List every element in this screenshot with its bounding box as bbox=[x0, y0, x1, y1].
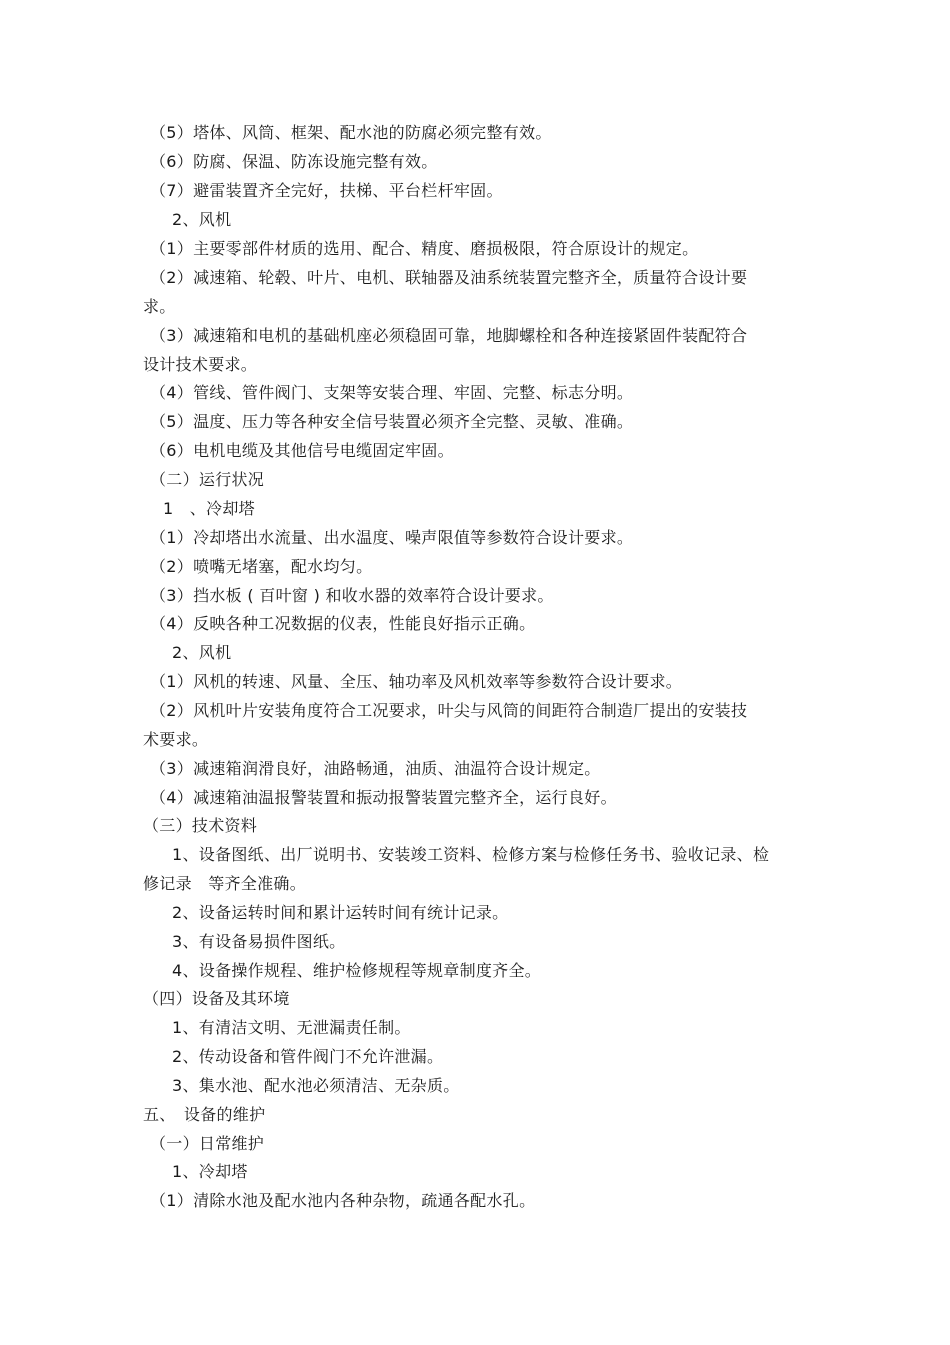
text-line: （7）避雷装置齐全完好，扶梯、平台栏杆牢固。 bbox=[150, 181, 503, 200]
section-heading: 2、风机 bbox=[172, 643, 232, 662]
section-heading: （三）技术资料 bbox=[143, 816, 258, 835]
text-line: （5）温度、压力等各种安全信号装置必须齐全完整、灵敏、准确。 bbox=[150, 412, 634, 431]
text-line: （4）管线、管件阀门、支架等安装合理、牢固、完整、标志分明。 bbox=[150, 383, 634, 402]
text-line: （3）挡水板 ( 百叶窗 ) 和收水器的效率符合设计要求。 bbox=[150, 586, 554, 605]
text-line: （4）减速箱油温报警装置和振动报警装置完整齐全，运行良好。 bbox=[150, 788, 617, 807]
text-line: 3、有设备易损件图纸。 bbox=[172, 932, 346, 951]
section-heading: 1、冷却塔 bbox=[172, 1162, 248, 1181]
text-line: （1）主要零部件材质的选用、配合、精度、磨损极限，符合原设计的规定。 bbox=[150, 239, 699, 258]
text-line: （3）减速箱润滑良好，油路畅通，油质、油温符合设计规定。 bbox=[150, 759, 601, 778]
section-heading: （四）设备及其环境 bbox=[143, 989, 290, 1008]
section-heading: 2、风机 bbox=[172, 210, 232, 229]
text-line: 3、集水池、配水池必须清洁、无杂质。 bbox=[172, 1076, 460, 1095]
text-line: （1）冷却塔出水流量、出水温度、噪声限值等参数符合设计要求。 bbox=[150, 528, 634, 547]
text-line: （2）喷嘴无堵塞，配水均匀。 bbox=[150, 557, 373, 576]
text-line: 2、设备运转时间和累计运转时间有统计记录。 bbox=[172, 903, 509, 922]
text-line: （6）防腐、保温、防冻设施完整有效。 bbox=[150, 152, 438, 171]
text-line: （6）电机电缆及其他信号电缆固定牢固。 bbox=[150, 441, 454, 460]
text-line: 1、设备图纸、出厂说明书、安装竣工资料、检修方案与检修任务书、验收记录、检 bbox=[172, 845, 770, 864]
text-line-continuation: 修记录 等齐全准确。 bbox=[143, 874, 307, 893]
text-line: 4、设备操作规程、维护检修规程等规章制度齐全。 bbox=[172, 961, 542, 980]
text-line: （4）反映各种工况数据的仪表，性能良好指示正确。 bbox=[150, 614, 536, 633]
text-line: 2、传动设备和管件阀门不允许泄漏。 bbox=[172, 1047, 444, 1066]
text-line: （1）清除水池及配水池内各种杂物，疏通各配水孔。 bbox=[150, 1191, 536, 1210]
text-line-continuation: 术要求。 bbox=[143, 730, 209, 749]
section-heading: （二）运行状况 bbox=[150, 470, 265, 489]
text-line: 1、有清洁文明、无泄漏责任制。 bbox=[172, 1018, 411, 1037]
text-line: （3）减速箱和电机的基础机座必须稳固可靠，地脚螺栓和各种连接紧固件装配符合 bbox=[150, 326, 748, 345]
section-heading: （一）日常维护 bbox=[150, 1134, 265, 1153]
text-line: （1）风机的转速、风量、全压、轴功率及风机效率等参数符合设计要求。 bbox=[150, 672, 683, 691]
text-line: （5）塔体、风筒、框架、配水池的防腐必须完整有效。 bbox=[150, 123, 552, 142]
text-line-continuation: 设计技术要求。 bbox=[143, 355, 258, 374]
section-heading: 1 、冷却塔 bbox=[163, 499, 255, 518]
chapter-heading: 五、 设备的维护 bbox=[143, 1105, 266, 1124]
text-line: （2）风机叶片安装角度符合工况要求，叶尖与风筒的间距符合制造厂提出的安装技 bbox=[150, 701, 748, 720]
text-line: （2）减速箱、轮毂、叶片、电机、联轴器及油系统装置完整齐全，质量符合设计要 bbox=[150, 268, 748, 287]
text-line-continuation: 求。 bbox=[143, 297, 176, 316]
